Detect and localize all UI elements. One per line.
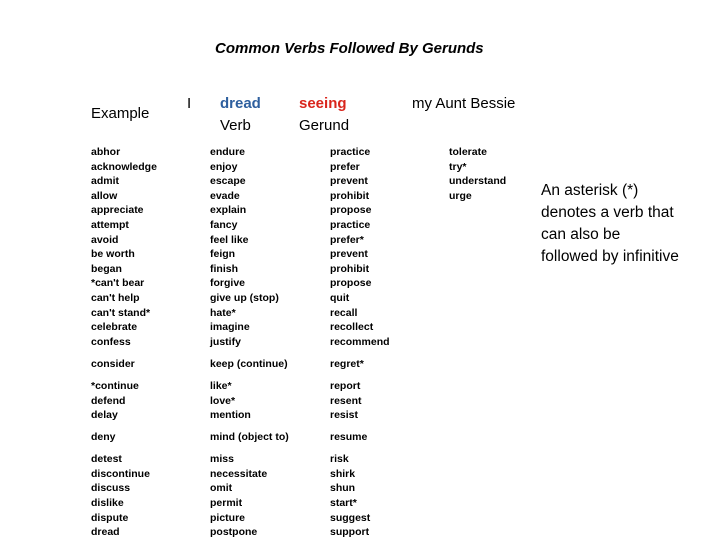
verb-entry: prohibit [330,189,370,202]
verb-entry: urge [449,189,472,202]
verb-entry: prevent [330,248,368,261]
verb-entry: discontinue [91,467,150,480]
verb-entry: risk [330,453,349,466]
verb-entry: justify [210,335,241,348]
verb-entry: delay [91,409,118,422]
verb-entry: attempt [91,218,129,231]
verb-entry: permit [210,497,243,510]
verb-entry: appreciate [91,204,144,217]
verb-entry: practice [330,146,371,158]
group-separator [210,423,289,431]
verb-entry: regret* [330,357,364,370]
verb-entry: give up (stop) [210,291,279,304]
verb-entry: picture [210,511,246,524]
verb-entry: evade [210,189,240,202]
verb-entry: start* [330,497,357,510]
example-verb-word: dread [220,95,261,112]
example-gerund-word: seeing [299,95,347,112]
verb-column-4 [449,145,506,203]
verb-entry: dread [91,526,120,539]
verb-entry: fancy [210,218,238,231]
verb-entry: hate* [210,306,236,319]
verb-entry: suggest [330,511,371,524]
verb-entry: understand [449,175,507,188]
verb-entry: try* [449,160,467,173]
page-title: Common Verbs Followed By Gerunds [215,40,484,57]
verb-entry: report [330,379,361,392]
group-separator [91,349,157,357]
verb-column-1 [91,145,157,540]
verb-entry: necessitate [210,467,268,480]
verb-entry: love* [210,394,236,407]
verb-entry: dislike [91,497,124,510]
group-separator [330,445,390,453]
example-verb-label: Verb [220,117,251,134]
verb-entry: resume [330,431,368,444]
verb-entry: *can't bear [91,277,145,290]
verb-entry: mention [210,409,251,422]
group-separator [210,349,289,357]
verb-entry: miss [210,453,234,466]
verb-entry: propose [330,204,372,217]
verb-entry: detest [91,453,122,466]
verb-entry: began [91,262,122,275]
verb-entry: be worth [91,248,135,261]
verb-entry: mind (object to) [210,431,289,444]
example-label: Example [91,105,150,122]
verb-entry: escape [210,175,246,188]
verb-entry: quit [330,291,350,304]
group-separator [91,371,157,379]
example-gerund-label: Gerund [299,117,350,134]
example-object: my Aunt Bessie [412,95,516,112]
verb-entry: support [330,526,370,539]
verb-entry: prefer* [330,233,364,246]
verb-entry: tolerate [449,146,487,158]
verb-entry: postpone [210,526,258,539]
group-separator [330,423,390,431]
verb-entry: forgive [210,277,246,290]
verb-entry: keep (continue) [210,357,288,370]
example-pronoun: I [187,95,192,112]
verb-column-3 [330,145,390,540]
group-separator [330,349,390,357]
verb-entry: prevent [330,175,368,188]
group-separator [330,371,390,379]
verb-entry: endure [210,146,246,158]
verb-entry: dispute [91,511,129,524]
verb-entry: can't help [91,291,140,304]
verb-entry: feel like [210,233,249,246]
verb-entry: resist [330,409,359,422]
verb-entry: prefer [330,160,360,173]
verb-entry: omit [210,482,233,495]
verb-entry: recommend [330,335,390,348]
verb-entry: can't stand* [91,306,151,319]
verb-column-2 [210,145,289,540]
verb-entry: admit [91,175,120,188]
verb-entry: allow [91,189,118,202]
verb-entry: recollect [330,321,374,334]
verb-entry: resent [330,394,362,407]
verb-entry: like* [210,379,232,392]
verb-entry: explain [210,204,247,217]
group-separator [210,371,289,379]
group-separator [210,445,289,453]
verb-entry: consider [91,357,135,370]
verb-entry: prohibit [330,262,370,275]
verb-entry: shun [330,482,356,495]
verb-entry: abhor [91,146,121,158]
verb-entry: feign [210,248,236,261]
verb-entry: deny [91,431,116,444]
asterisk-note: An asterisk (*) denotes a verb that can also be followed by infinitive [541,182,679,265]
verb-entry: celebrate [91,321,138,334]
verb-entry: recall [330,306,358,319]
verb-entry: enjoy [210,160,238,173]
verb-entry: shirk [330,467,356,480]
verb-entry: practice [330,218,371,231]
verb-entry: confess [91,335,131,348]
verb-entry: defend [91,394,126,407]
group-separator [91,445,157,453]
verb-entry: acknowledge [91,160,157,173]
verb-entry: *continue [91,379,139,392]
verb-entry: discuss [91,482,131,495]
verb-entry: imagine [210,321,250,334]
group-separator [91,423,157,431]
verb-entry: finish [210,262,238,275]
verb-entry: avoid [91,233,119,246]
verb-entry: propose [330,277,372,290]
